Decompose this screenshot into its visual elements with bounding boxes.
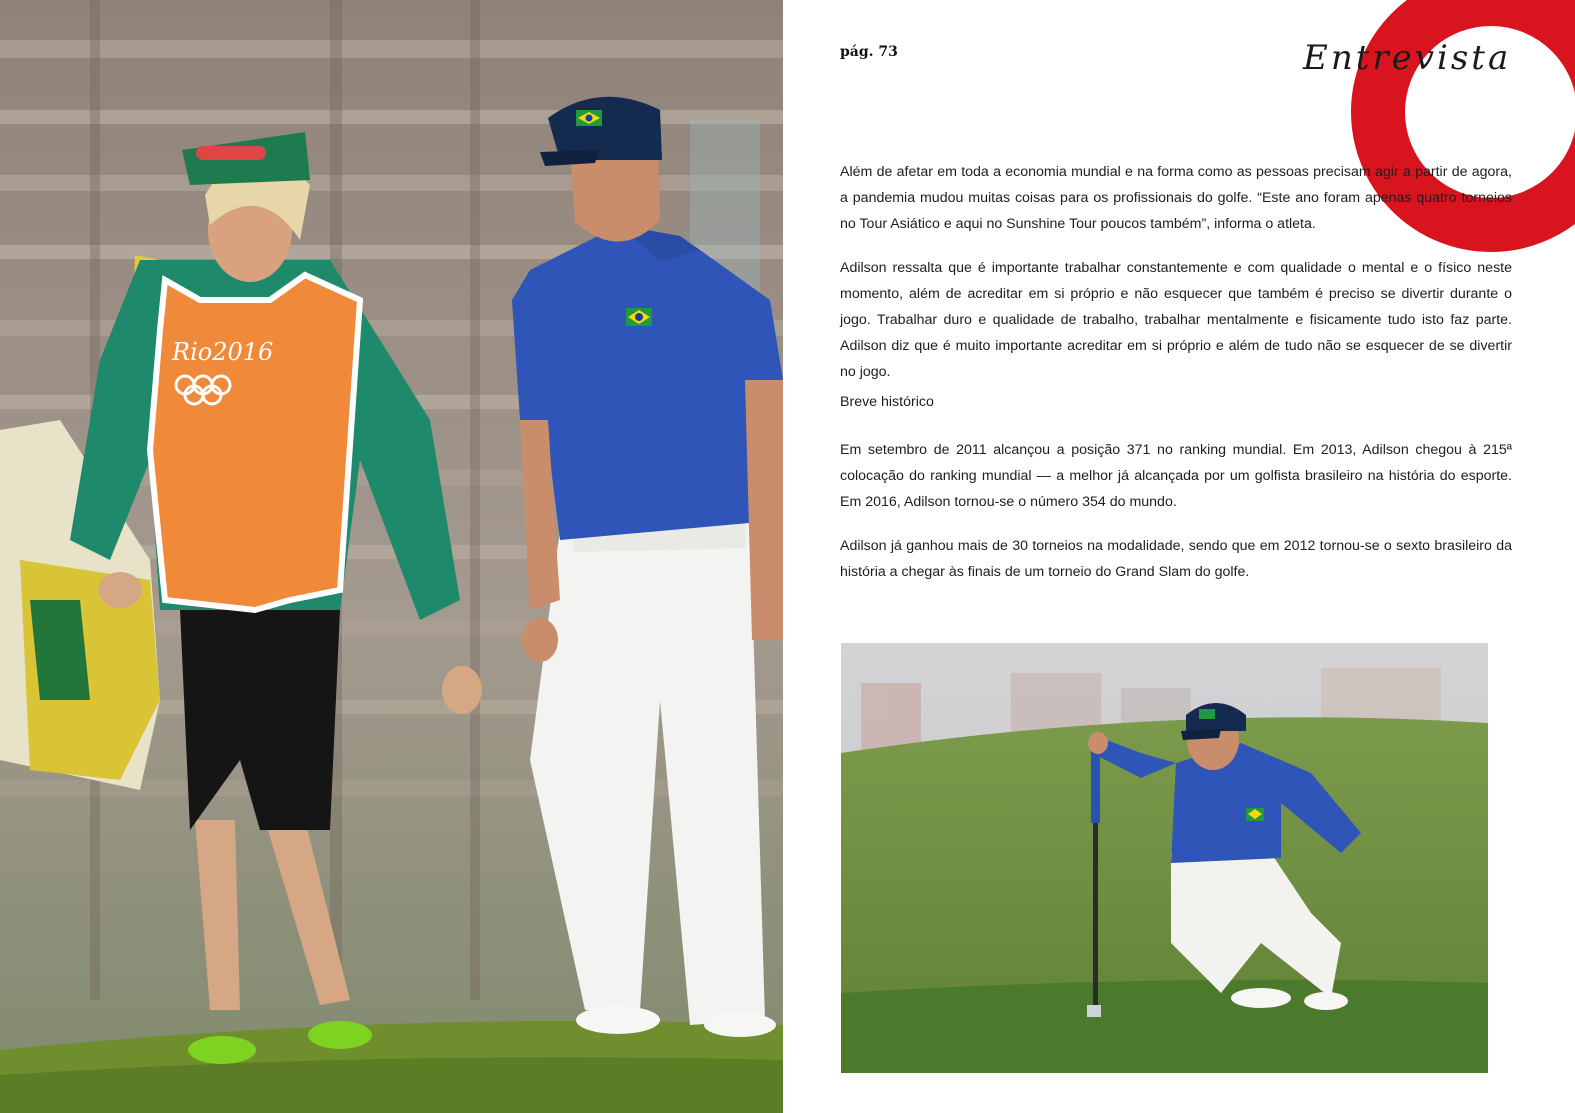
golfer-and-caddie-photo (0, 0, 783, 1113)
section-subheading: Breve histórico (840, 394, 934, 410)
section-title: Entrevista (1303, 38, 1512, 78)
article-paragraph: Adilson já ganhou mais de 30 torneios na modalidade, sendo que em 2012 tornou-se o sexto brasileiro da história a chegar às finais de um torneio do Grand Slam do golfe. (840, 538, 1512, 580)
article-paragraph: Em setembro de 2011 alcançou a posição 371 no ranking mundial. Em 2013, Adilson chegou à 215ª colocação do ranking mundial — a melhor já alcançada por um golfista brasileiro na história do esporte. Em 2016, Adilson tornou-se o número 354 do mundo. (840, 442, 1512, 510)
article-paragraph: Além de afetar em toda a economia mundial e na forma como as pessoas precisam agir a partir de agora, a pandemia mudou muitas coisas para os profissionais do golfe. “Este ano foram apenas quatro torneios no Tour Asiático e aqui no Sunshine Tour poucos também”, informa o atleta. (840, 164, 1512, 232)
vest-lettering: Rio2016 (172, 338, 274, 366)
golfer-crouching-photo (841, 643, 1488, 1073)
article-page (783, 0, 1575, 1113)
article-paragraph: Adilson ressalta que é importante trabalhar constantemente e com qualidade o mental e o físico neste momento, além de acreditar em si próprio e não esquecer que também é preciso se divertir durante o jogo. Trabalhar duro e qualidade de trabalho, trabalhar mentalmente e fisicamente tudo isto faz parte. Adilson diz que é muito importante acreditar em si próprio e além de tudo não se esquecer de se divertir no jogo. (840, 260, 1512, 380)
page-number: pág. 73 (840, 44, 898, 60)
